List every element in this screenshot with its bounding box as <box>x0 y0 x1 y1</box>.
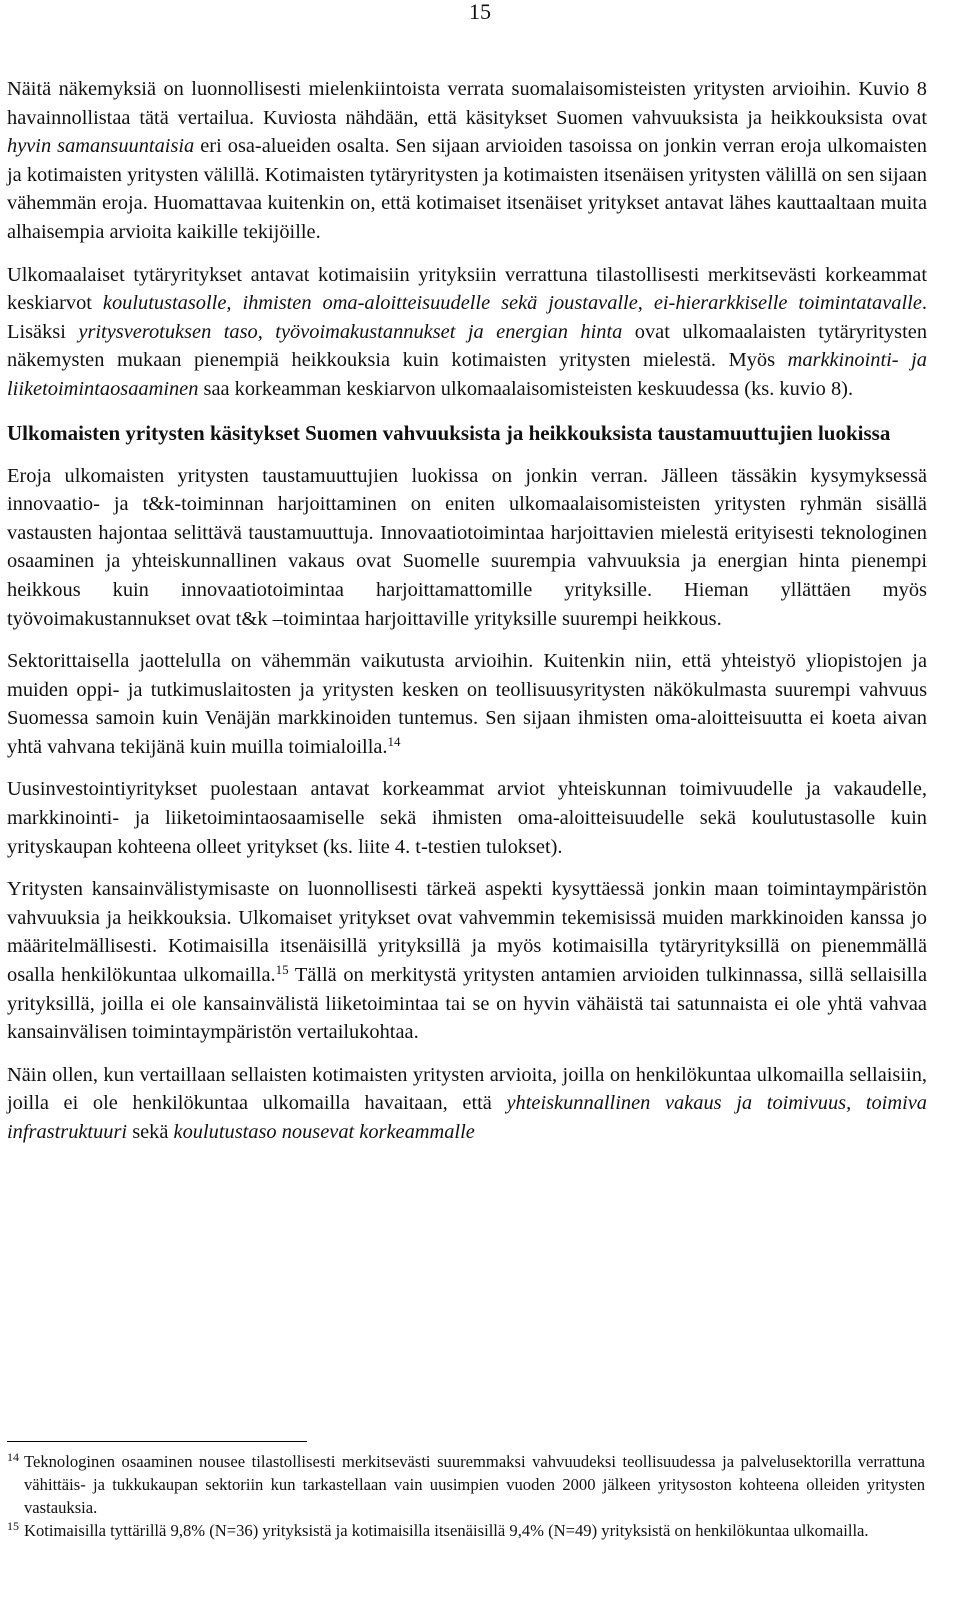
footnote-text: Teknologinen osaaminen nousee tilastollisesti merkitsevästi suuremmaksi vahvuudeksi teollisuudessa ja palvelusektorilla verrattuna vähittäis- ja tukkukaupan sektoriin kun tarkastellaan vain uusimpien vuoden 2000 jälkeen yritysoston kohteena olleiden yritysten vastauksia. <box>24 1452 925 1517</box>
emphasis: yhteiskunnallinen vakaus ja toimivuus, toimiva infrastruktuuri <box>7 1092 927 1143</box>
paragraph <box>7 462 927 634</box>
paragraph <box>7 647 927 761</box>
footnote-15 <box>7 1519 925 1542</box>
footnote-14 <box>7 1450 925 1519</box>
text-run: Tällä on merkitystä yritysten antamien arvioiden tulkinnassa, sillä sellaisilla yrityksillä, joilla ei ole kansainvälistä liiketoimintaa tai se on hyvin vähäistä tai satunnaista ei ole yhtä vahvaa kansainvälisen toimintaympäristön vertailukohtaa. <box>7 964 928 1044</box>
text-run: saa korkeamman keskiarvon ulkomaalaisomisteisten keskuudessa (ks. kuvio 8). <box>198 377 854 400</box>
footnote-number: 15 <box>7 1519 19 1533</box>
text-run: ovat ulkomaalaisten tytäryritysten näkemysten mukaan pienempiä heikkouksia kuin kotimaisten yritysten mielestä. Myös <box>7 320 928 372</box>
paragraph <box>7 1061 927 1147</box>
section-heading: Ulkomaisten yritysten käsitykset Suomen vahvuuksista ja heikkouksista taustamuuttujien luokissa <box>7 420 891 445</box>
paragraph <box>7 875 927 1047</box>
text-run: Eroja ulkomaisten yritysten taustamuuttujien luokissa on jonkin verran. Jälleen tässäkin kysymyksessä innovaatio- ja t&k-toiminnan harjoittaminen on eniten ulkomaalaisomisteisten yritysten ryhmän sisällä vastausten hajontaa selittävä taustamuuttuja. Innovaatiotoimintaa harjoittavien mielestä erityisesti teknologinen osaaminen ja yhteiskunnallinen vakaus ovat Suomelle suurempia vahvuuksia ja energian hinta pienempi heikkous kuin innovaatiotoimintaa harjoittamattomille yrityksille. Hieman yllättäen myös työvoimakustannukset ovat t&k –toimintaa harjoittaville yrityksille suurempi heikkous. <box>7 464 927 630</box>
body-text <box>7 75 927 1161</box>
text-run: Näitä näkemyksiä on luonnollisesti mielenkiintoista verrata suomalaisomisteisten yritysten arvioihin. Kuvio 8 havainnollistaa tätä vertailua. Kuviosta nähdään, että käsitykset Suomen vahvuuksista ja heikkouksista ovat <box>7 78 927 129</box>
emphasis: yritysverotuksen taso, työvoimakustannukset ja energian hinta <box>78 320 623 343</box>
text-run: sekä <box>127 1121 174 1143</box>
text-run: Ulkomaalaiset tytäryritykset antavat kotimaisiin yrityksiin verrattuna tilastollisesti merkitsevästi korkeammat keskiarvot <box>7 263 927 315</box>
footnote-ref: 14 <box>387 733 401 749</box>
text-run: Näin ollen, kun vertaillaan sellaisten kotimaisten yritysten arvioita, joilla on henkilökuntaa ulkomailla sellaisiin, joilla ei ole henkilökuntaa ulkomailla havaitaan, että <box>7 1063 927 1115</box>
text-run: Yritysten kansainvälistymisaste on luonnollisesti tärkeä aspekti kysyttäessä jonkin maan toimintaympäristön vahvuuksia ja heikkouksia. Ulkomaiset yritykset ovat vahvemmin tekemisissä muiden markkinoiden kanssa jo määritelmällisesti. Kotimaisilla itsenäisillä yrityksillä ja myös kotimaisilla tytäryrityksillä on pienemmällä osalla henkilökuntaa ulkomailla. <box>7 878 927 987</box>
footnotes <box>7 1450 925 1542</box>
emphasis: koulutustasolle, ihmisten oma-aloitteisuudelle sekä joustavalle, ei-hierarkkiselle toimintatavalle <box>102 292 922 315</box>
text-run: . Lisäksi <box>7 292 927 343</box>
paragraph <box>7 775 927 861</box>
footnote-ref: 15 <box>275 962 289 978</box>
emphasis: hyvin samansuuntaisia <box>7 135 195 158</box>
text-run: Sektorittaisella jaottelulla on vähemmän vaikutusta arvioihin. Kuitenkin niin, että yhteistyö yliopistojen ja muiden oppi- ja tutkimuslaitosten ja yritysten kesken on teollisuusyritysten näkökulmasta suurempi vahvuus Suomessa samoin kuin Venäjän markkinoiden tuntemus. Sen sijaan ihmisten oma-aloitteisuutta ei koeta aivan yhtä vahvana tekijänä kuin muilla toimialoilla. <box>7 650 927 758</box>
emphasis: markkinointi- ja liiketoimintaosaaminen <box>7 349 927 400</box>
footnote-divider <box>7 1441 307 1442</box>
footnote-text: Kotimaisilla tyttärillä 9,8% (N=36) yrityksistä ja kotimaisilla itsenäisillä 9,4% (N=49) yrityksistä on henkilökuntaa ulkomailla. <box>24 1521 869 1540</box>
page-number: 15 <box>469 0 491 24</box>
footnote-number: 14 <box>7 1450 19 1464</box>
emphasis: koulutustaso nousevat korkeammalle <box>173 1121 475 1143</box>
paragraph <box>7 75 927 247</box>
text-run: Uusinvestointiyritykset puolestaan antavat korkeammat arviot yhteiskunnan toimivuudelle ja vakaudelle, markkinointi- ja liiketoimintaosaamiselle sekä ihmisten oma-aloitteisuudelle sekä koulutustasolle kuin yrityskaupan kohteena olleet yritykset (ks. liite 4. t-testien tulokset). <box>7 778 927 858</box>
paragraph <box>7 261 927 404</box>
text-run: eri osa-alueiden osalta. Sen sijaan arvioiden tasoissa on jonkin verran eroja ulkomaisten ja kotimaisten yritysten välillä. Kotimaisten tytäryritysten ja kotimaisten itsenäisen yritysten välillä on sen sijaan vähemmän eroja. Huomattavaa kuitenkin on, että kotimaiset itsenäiset yritykset antavat lähes kauttaaltaan muita alhaisempia arvioita kaikille tekijöille. <box>7 135 927 243</box>
